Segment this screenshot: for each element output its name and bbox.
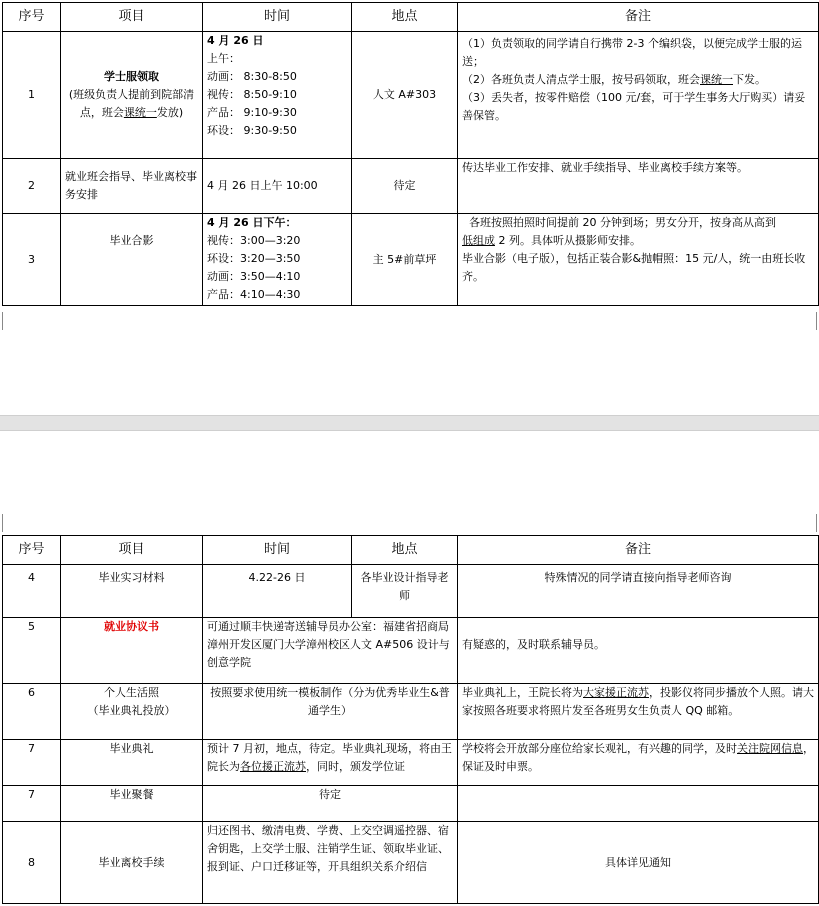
time-cell: 4 月 26 日上午 10:00 [203, 159, 352, 214]
row-number: 2 [3, 159, 61, 214]
header-time: 时间 [203, 536, 352, 565]
schedule-table-page-2 [2, 535, 819, 904]
notes-cell [458, 32, 819, 159]
table-row [3, 822, 819, 904]
place-cell: 人文 A#303 [352, 32, 458, 159]
item-detail: (班级负责人提前到院部清点，班会课统一发放) [68, 88, 195, 119]
table-header-row [3, 3, 819, 32]
notes-cell: 特殊情况的同学请直接向指导老师咨询 [458, 565, 819, 618]
item-title: 学士服领取 [104, 70, 159, 83]
time-title: 4 月 26 日 [207, 34, 264, 47]
item-cell: 毕业实习材料 [61, 565, 203, 618]
place-cell: 待定 [352, 159, 458, 214]
page-corner-mark [2, 514, 11, 532]
notes-cell: 具体详见通知 [458, 822, 819, 904]
place-cell: 各毕业设计指导老师 [352, 565, 458, 618]
header-notes: 备注 [458, 3, 819, 32]
header-item: 项目 [61, 536, 203, 565]
notes-cell: 传达毕业工作安排、就业手续指导、毕业离校手续方案等。 [458, 159, 819, 214]
item-line: （毕业典礼投放） [87, 704, 176, 717]
time-line: 动画：3:50—4:10 [207, 270, 301, 283]
table-row [3, 159, 819, 214]
note-line: （1）负责领取的同学请自行携带 2-3 个编织袋，以便完成学士服的运送； [462, 37, 802, 68]
item-cell: 毕业离校手续 [61, 822, 203, 904]
time-cell: 按照要求使用统一模板制作（分为优秀毕业生&普通学生） [203, 684, 458, 740]
item-cell: 就业班会指导、毕业离校事务安排 [61, 159, 203, 214]
note-line: 毕业合影（电子版），包括正装合影&抛帽照：15 元/人，统一由班长收齐。 [462, 252, 806, 283]
header-no: 序号 [3, 536, 61, 565]
time-cell [203, 214, 352, 306]
header-time: 时间 [203, 3, 352, 32]
page-break-gap [0, 415, 819, 431]
time-line: 产品：4:10—4:30 [207, 288, 301, 301]
header-no: 序号 [3, 3, 61, 32]
time-line: 上午： [207, 52, 240, 65]
item-line: 个人生活照 [104, 686, 159, 699]
time-title: 4 月 26 日下午： [207, 216, 297, 229]
notes-cell: 有疑惑的，及时联系辅导员。 [458, 618, 819, 684]
time-cell: 预计 7 月初，地点，待定。毕业典礼现场，将由王院长为各位援正流苏，同时，颁发学位证 [203, 740, 458, 786]
row-number: 5 [3, 618, 61, 684]
item-cell: 毕业聚餐 [61, 786, 203, 822]
page-corner-mark [2, 312, 11, 330]
page-corner-mark [808, 514, 817, 532]
header-place: 地点 [352, 3, 458, 32]
header-item: 项目 [61, 3, 203, 32]
note-line: 低组成 2 列。具体听从摄影师安排。 [462, 234, 641, 247]
note-line: （2）各班负责人清点学士服，按号码领取，班会课统一下发。 [462, 73, 766, 86]
table-row [3, 618, 819, 684]
table-header-row [3, 536, 819, 565]
notes-cell [458, 786, 819, 822]
time-line: 视传：3:00—3:20 [207, 234, 301, 247]
time-line: 视传： 8:50-9:10 [207, 88, 297, 101]
row-number: 6 [3, 684, 61, 740]
item-cell: 毕业合影 [61, 214, 203, 306]
page-corner-mark [808, 312, 817, 330]
time-line: 环设： 9:30-9:50 [207, 124, 297, 137]
header-notes: 备注 [458, 536, 819, 565]
time-line: 产品： 9:10-9:30 [207, 106, 297, 119]
row-number: 3 [3, 214, 61, 306]
row-number: 1 [3, 32, 61, 159]
note-line: （3）丢失者，按零件赔偿（100 元/套，可于学生事务大厅购买）请妥善保管。 [462, 91, 806, 122]
item-cell [61, 32, 203, 159]
time-cell: 可通过顺丰快递寄送辅导员办公室：福建省招商局漳州开发区厦门大学漳州校区人文 A#506 设计与创意学院 [203, 618, 458, 684]
place-cell: 主 5#前草坪 [352, 214, 458, 306]
time-line: 动画： 8:30-8:50 [207, 70, 297, 83]
table-row [3, 740, 819, 786]
row-number: 4 [3, 565, 61, 618]
notes-cell [458, 214, 819, 306]
document-page-1 [0, 0, 819, 415]
note-line: 各班按照拍照时间提前 20 分钟到场；男女分开，按身高从高到 [469, 216, 776, 229]
time-cell: 4.22-26 日 [203, 565, 352, 618]
item-cell: 就业协议书 [61, 618, 203, 684]
table-row [3, 786, 819, 822]
notes-cell: 学校将会开放部分座位给家长观礼，有兴趣的同学，及时关注院网信息，保证及时申票。 [458, 740, 819, 786]
time-cell: 待定 [203, 786, 458, 822]
notes-cell: 毕业典礼上，王院长将为大家援正流苏，投影仪将同步播放个人照。请大家按照各班要求将照片发至各班男女生负责人 QQ 邮箱。 [458, 684, 819, 740]
item-cell [61, 684, 203, 740]
table-row [3, 214, 819, 306]
time-cell [203, 32, 352, 159]
table-row [3, 684, 819, 740]
time-line: 环设：3:20—3:50 [207, 252, 301, 265]
document-page-2 [0, 431, 819, 906]
table-row [3, 32, 819, 159]
row-number: 7 [3, 786, 61, 822]
row-number: 7 [3, 740, 61, 786]
header-place: 地点 [352, 536, 458, 565]
schedule-table-page-1 [2, 2, 819, 306]
time-cell: 归还图书、缴清电费、学费、上交空调遥控器、宿舍钥匙，上交学士服、注销学生证、领取毕业证、报到证、户口迁移证等，开具组织关系介绍信 [203, 822, 458, 904]
row-number: 8 [3, 822, 61, 904]
table-row [3, 565, 819, 618]
item-cell: 毕业典礼 [61, 740, 203, 786]
